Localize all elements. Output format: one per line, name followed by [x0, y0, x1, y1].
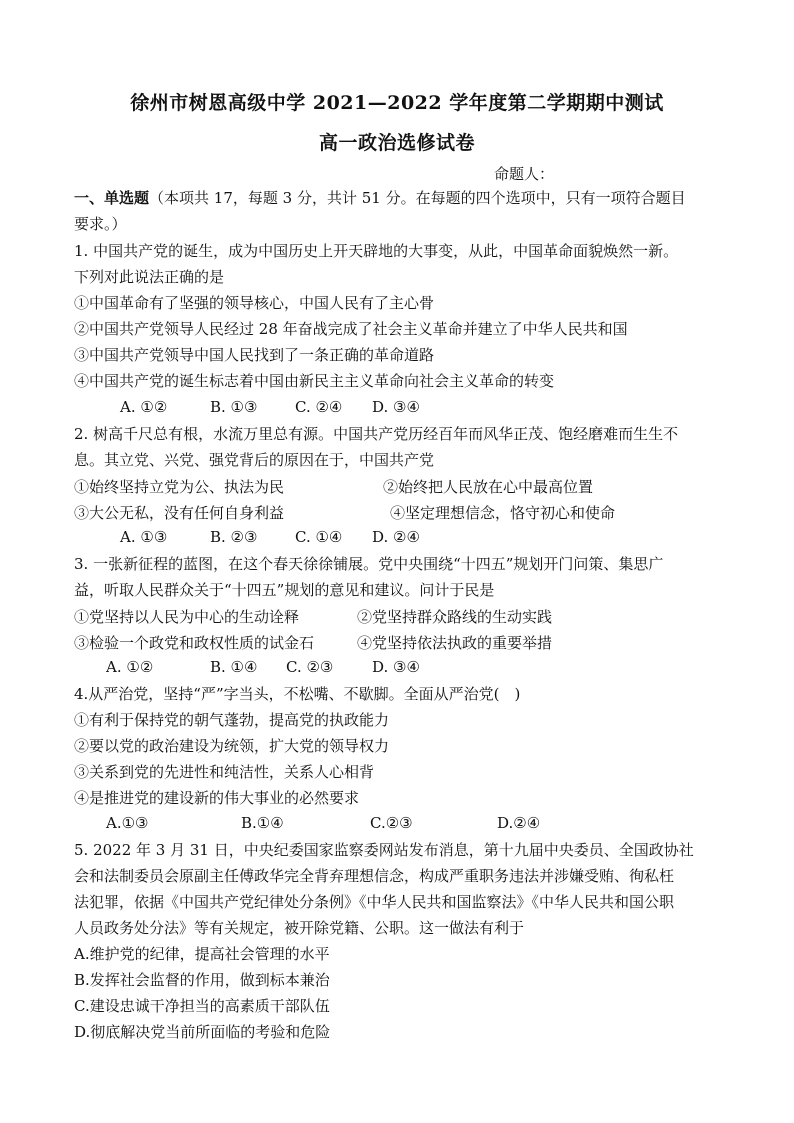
statement: ①党坚持以人民为中心的生动诠释	[74, 608, 300, 626]
section-instruction	[74, 188, 734, 208]
option-a[interactable]: A.维护党的纪律，提高社会管理的水平	[74, 945, 330, 963]
option-c[interactable]: C. ②③	[286, 658, 334, 676]
section-instruction-text-2: 要求。）	[74, 215, 127, 233]
option-b[interactable]: B. ①④	[210, 658, 258, 676]
question-stem: 法犯罪，依据《中国共产党纪律处分条例》《中华人民共和国监察法》《中华人民共和国公职	[74, 893, 675, 911]
statement: ④党坚持依法执政的重要举措	[357, 634, 553, 652]
option-d[interactable]: D. ②④	[372, 528, 420, 546]
author-label: 命题人：	[494, 165, 555, 183]
option-c[interactable]: C. ①④	[295, 528, 343, 546]
section-instruction-text-1: （本项共 17，每题 3 分，共计 51 分。在每题的四个选项中，只有一项符合题目	[149, 189, 686, 207]
statement: ③关系到党的先进性和纯洁性，关系人心相背	[74, 763, 375, 781]
option-c[interactable]: C.②③	[370, 814, 413, 832]
question-stem: 5. 2022 年 3 月 31 日，中央纪委国家监察委网站发布消息，第十九届中央委员、全国政协社	[74, 841, 694, 859]
option-a[interactable]: A.①③	[106, 814, 149, 832]
option-a[interactable]: A. ①②	[106, 658, 154, 676]
option-c[interactable]: C.建设忠诚干净担当的高素质干部队伍	[74, 997, 330, 1015]
statement: ①中国革命有了坚强的领导核心，中国人民有了主心骨	[74, 294, 435, 312]
statement: ①有利于保持党的朝气蓬勃，提高党的执政能力	[74, 711, 390, 729]
question-stem: 4.从严治党，坚持“严”字当头，不松嘴、不歇脚。全面从严治党( )	[74, 685, 521, 703]
statement: ④中国共产党的诞生标志着中国由新民主主义革命向社会主义革命的转变	[74, 372, 555, 390]
question-stem: 下列对此说法正确的是	[74, 268, 225, 286]
question-stem: 2. 树高千尺总有根，水流万里总有源。中国共产党历经百年而风华正茂、饱经磨难而生生不	[74, 425, 679, 443]
question-stem: 3. 一张新征程的蓝图，在这个春天徐徐铺展。党中央围绕“十四五”规划开门问策、集思广	[74, 555, 664, 573]
statement: ②中国共产党领导人民经过 28 年奋战完成了社会主义革命并建立了中华人民共和国	[74, 320, 628, 338]
option-b[interactable]: B. ②③	[210, 528, 258, 546]
statement: ④是推进党的建设新的伟大事业的必然要求	[74, 789, 360, 807]
statement: ②党坚持群众路线的生动实践	[357, 608, 553, 626]
section-heading: 一、单选题	[74, 189, 150, 207]
option-b[interactable]: B. ①③	[210, 398, 258, 416]
question-stem: 会和法制委员会原副主任傅政华完全背弃理想信念，构成严重职务违法并涉嫌受贿、徇私枉	[74, 867, 675, 885]
statement: ②要以党的政治建设为统领，扩大党的领导权力	[74, 737, 390, 755]
option-c[interactable]: C. ②④	[295, 398, 343, 416]
option-a[interactable]: A. ①②	[120, 398, 168, 416]
option-d[interactable]: D.彻底解决党当前所面临的考验和危险	[74, 1023, 331, 1041]
option-b[interactable]: B.①④	[241, 814, 284, 832]
statement: ①始终坚持立党为公、执法为民	[74, 478, 285, 496]
option-b[interactable]: B.发挥社会监督的作用，做到标本兼治	[74, 971, 330, 989]
statement: ③中国共产党领导中国人民找到了一条正确的革命道路	[74, 346, 435, 364]
question-stem: 息。其立党、兴党、强党背后的原因在于，中国共产党	[74, 451, 435, 469]
option-d[interactable]: D.②④	[497, 814, 541, 832]
exam-title: 徐州市树恩高级中学 2021—2022 学年度第二学期期中测试	[130, 92, 664, 114]
statement: ③大公无私，没有任何自身利益	[74, 504, 285, 522]
question-stem: 益，听取人民群众关于“十四五”规划的意见和建议。问计于民是	[74, 581, 495, 599]
question-stem: 1. 中国共产党的诞生，成为中国历史上开天辟地的大事变，从此，中国革命面貌焕然一新。	[74, 242, 679, 260]
option-d[interactable]: D. ③④	[372, 398, 420, 416]
option-d[interactable]: D. ③④	[372, 658, 420, 676]
statement: ②始终把人民放在心中最高位置	[383, 478, 594, 496]
question-stem: 人员政务处分法》等有关规定，被开除党籍、公职。这一做法有利于	[74, 919, 525, 937]
option-a[interactable]: A. ①③	[120, 528, 168, 546]
exam-subtitle: 高一政治选修试卷	[318, 132, 475, 154]
statement: ④坚定理想信念，恪守初心和使命	[390, 504, 616, 522]
statement: ③检验一个政党和政权性质的试金石	[74, 634, 315, 652]
